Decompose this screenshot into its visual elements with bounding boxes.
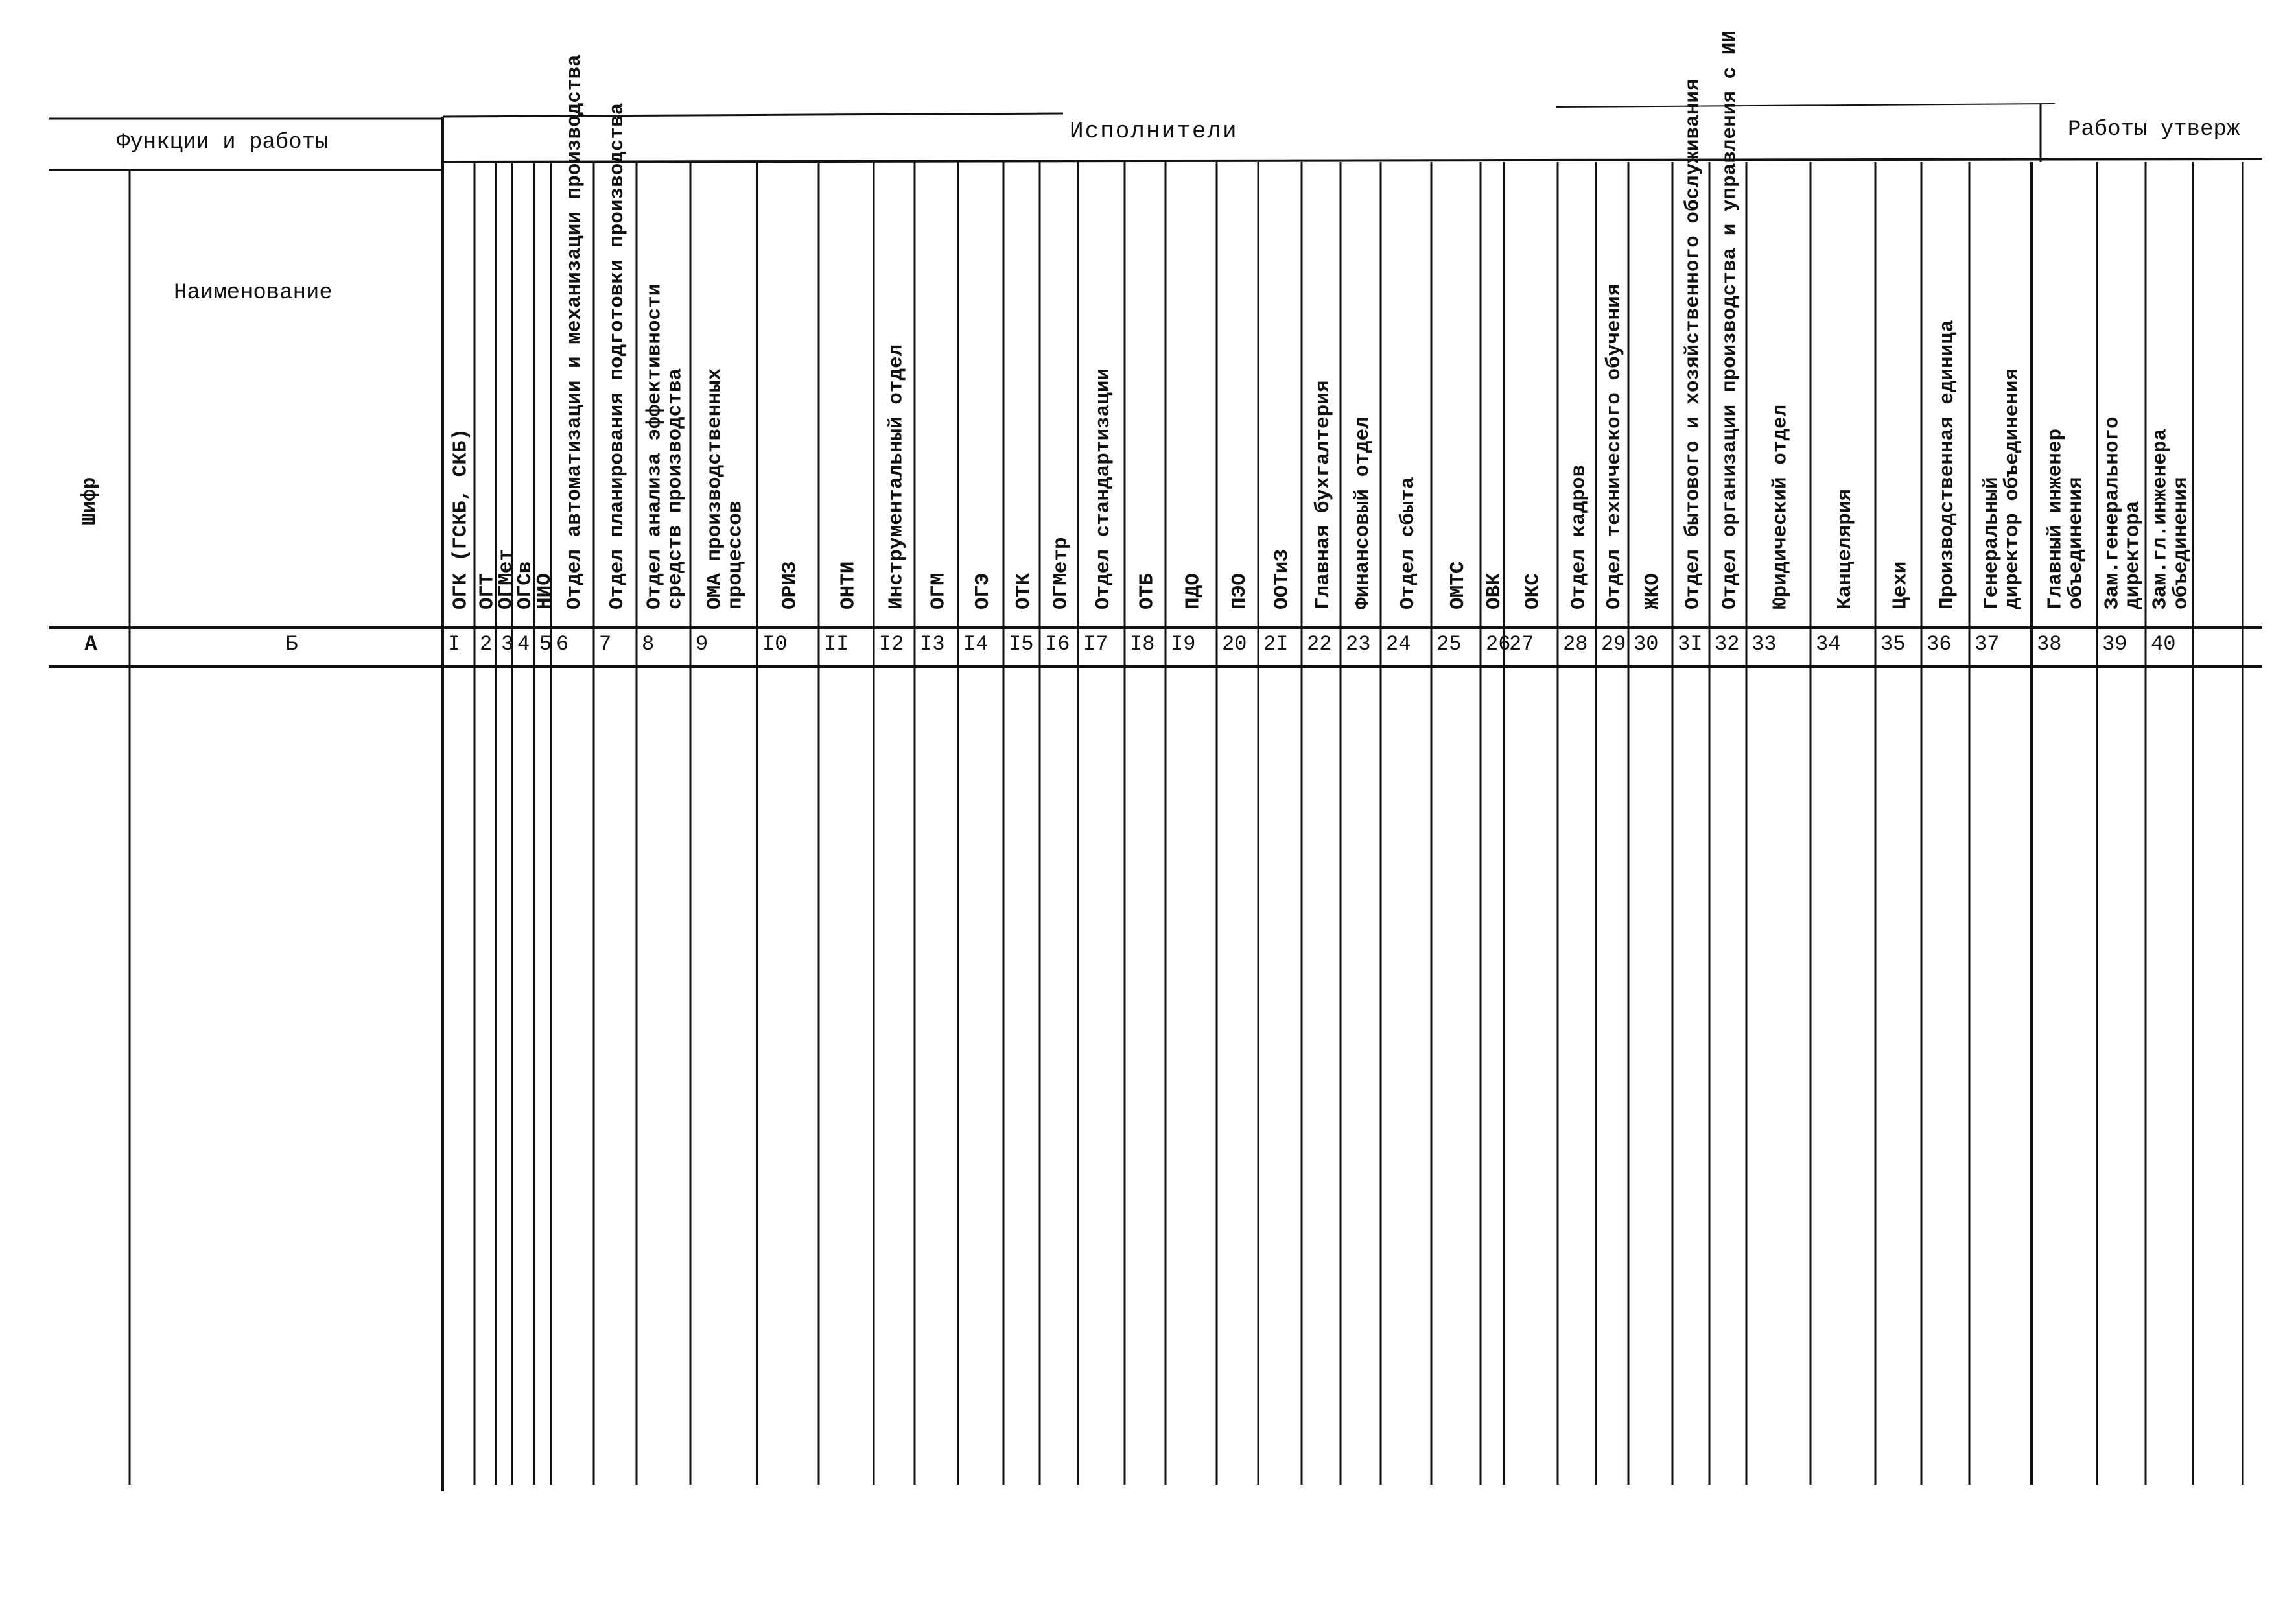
column-label: НИО (533, 573, 556, 609)
code-column-heading: Шифр (78, 477, 101, 525)
executors-heading: Исполнители (1070, 118, 1238, 145)
column-label (2102, 416, 2145, 609)
column-number: 8 (642, 632, 655, 656)
column-label: ПДО (1182, 573, 1205, 609)
column-number: 27 (1509, 632, 1534, 656)
approvals-heading: Работы утверж (2068, 117, 2240, 142)
column-number: 40 (2151, 632, 2176, 656)
column-number: 5 (539, 632, 552, 656)
column-label-line: Генеральный (1980, 477, 2003, 609)
column-label: ОРИЗ (779, 561, 802, 609)
column-label: ОГМ (927, 573, 950, 609)
column-label: ОГК (ГСКБ, СКБ) (449, 428, 473, 609)
column-label (1980, 368, 2024, 609)
executor-columns (448, 30, 2193, 656)
column-number: I7 (1083, 632, 1108, 656)
top-rule-right (1556, 104, 2055, 107)
column-label: Юридический отдел (1769, 404, 1792, 609)
column-number: 28 (1563, 632, 1588, 656)
column-number: 25 (1436, 632, 1462, 656)
column-number: 4 (517, 632, 530, 656)
column-number: 7 (599, 632, 612, 656)
name-column-heading: Наименование (174, 281, 333, 305)
column-label: Отдел стандартизации (1092, 368, 1115, 609)
column-a-number: А (84, 632, 97, 656)
column-label: Цехи (1889, 561, 1912, 609)
column-label: ОГСв (514, 561, 537, 609)
column-number: 22 (1307, 632, 1332, 656)
column-label: ОНТИ (837, 561, 860, 609)
column-label: ОГМетр (1049, 537, 1073, 609)
column-number: 24 (1386, 632, 1411, 656)
column-label-line: Зам.гл.инженера (2149, 428, 2172, 609)
column-label: Канцелярия (1834, 488, 1857, 609)
column-number: 9 (696, 632, 709, 656)
column-label-line: Главный инженер (2044, 428, 2067, 609)
executors-header-rule (443, 159, 2262, 162)
column-b-number: Б (285, 632, 298, 656)
column-number: I0 (762, 632, 788, 656)
column-number: 34 (1816, 632, 1841, 656)
column-label: Отдел автоматизации и механизации производства (563, 54, 586, 609)
form-grid-lines (49, 104, 2262, 1491)
column-label: Отдел технического обучения (1603, 283, 1626, 609)
column-label-line: Отдел анализа эффективности (643, 283, 666, 609)
column-label: ОТК (1013, 573, 1035, 609)
column-number: 38 (2037, 632, 2062, 656)
column-label: Производственная единица (1936, 320, 1959, 609)
column-number: 37 (1974, 632, 2000, 656)
column-label-line: директора (2122, 501, 2145, 609)
column-label-line: Зам.генерального (2101, 416, 2124, 609)
column-number: 6 (556, 632, 569, 656)
column-label (2044, 429, 2088, 609)
column-label: Отдел кадров (1567, 464, 1591, 609)
column-number: 29 (1601, 632, 1626, 656)
column-label: Отдел бытового и хозяйственного обслуживания (1681, 78, 1705, 609)
column-label: ЖКО (1641, 573, 1664, 609)
column-label-line: директор объединения (2001, 368, 2024, 609)
column-label (2150, 429, 2193, 609)
column-label: Отдел сбыта (1397, 477, 1420, 609)
column-number: 23 (1346, 632, 1371, 656)
column-label: ПЭО (1228, 573, 1251, 609)
column-number: I3 (920, 632, 945, 656)
column-number: I (448, 632, 461, 656)
column-number: I9 (1171, 632, 1196, 656)
column-label: ОТБ (1136, 573, 1159, 609)
column-label: ОГТ (476, 573, 499, 609)
column-label: ООТиЗ (1271, 549, 1294, 609)
column-number: 39 (2102, 632, 2127, 656)
column-number: I5 (1009, 632, 1034, 656)
column-label-line: ОМА производственных (703, 368, 727, 609)
column-number: 3I (1678, 632, 1703, 656)
column-number: 33 (1751, 632, 1777, 656)
column-number: 2I (1263, 632, 1289, 656)
column-number: I8 (1130, 632, 1155, 656)
column-number: 26 (1486, 632, 1511, 656)
column-label (704, 368, 747, 609)
column-number: 3 (501, 632, 514, 656)
column-number: 32 (1715, 632, 1740, 656)
column-number: I2 (879, 632, 904, 656)
column-label: ОВК (1483, 573, 1506, 609)
column-label: Главная бухгалтерия (1312, 380, 1335, 609)
column-number: 2 (480, 632, 493, 656)
column-label: ОКС (1521, 573, 1545, 609)
column-number: 20 (1222, 632, 1247, 656)
column-number: 35 (1880, 632, 1906, 656)
column-label-line: объединения (2170, 477, 2193, 609)
column-label: Отдел организации производства и управления с ИИ (1718, 30, 1742, 609)
column-label: ОГМет (495, 549, 518, 609)
column-number: II (824, 632, 849, 656)
column-number: I6 (1045, 632, 1070, 656)
column-label: ОГЭ (972, 573, 994, 609)
column-label (644, 284, 687, 609)
column-label: Финансовый отдел (1352, 416, 1374, 609)
column-label-line: средств производства (664, 368, 687, 609)
column-number: 36 (1927, 632, 1952, 656)
top-rule-middle (443, 113, 1063, 117)
column-label-line: объединения (2065, 477, 2088, 609)
column-label: Отдел планирования подготовки производства (606, 102, 629, 609)
column-label-line: процессов (724, 501, 747, 609)
functions-works-heading: Функции и работы (117, 130, 329, 155)
column-number: I4 (963, 632, 989, 656)
column-number: 30 (1634, 632, 1659, 656)
column-label: ОМТС (1447, 561, 1470, 609)
column-label: Инструментальный отдел (885, 344, 908, 609)
